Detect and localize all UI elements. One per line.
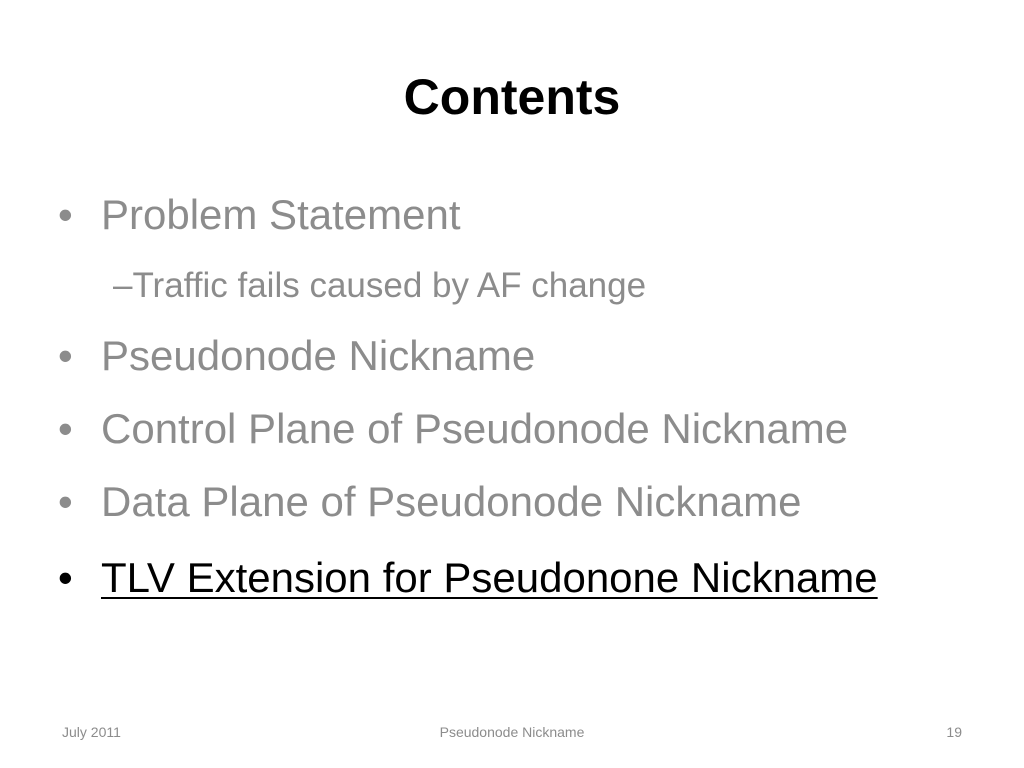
footer-date: July 2011	[62, 724, 121, 740]
slide-title: Contents	[403, 69, 621, 125]
bullet-marker: •	[58, 554, 73, 601]
bullet-marker: •	[58, 332, 73, 379]
footer-title: Pseudonode Nickname	[439, 724, 585, 740]
bullet-marker: •	[58, 405, 73, 452]
bullet-marker: •	[58, 191, 73, 238]
sub-bullet-text: Traffic fails caused by AF change	[132, 266, 647, 305]
sub-bullet-marker: –	[113, 266, 133, 305]
bullet-text: Pseudonode Nickname	[101, 332, 536, 379]
bullet-text: Control Plane of Pseudonode Nickname	[101, 405, 849, 452]
footer-page-number: 19	[946, 724, 962, 740]
bullet-text: TLV Extension for Pseudonone Nickname	[101, 554, 878, 601]
bullet-marker: •	[58, 478, 73, 525]
sub-bullet-traffic-fails	[113, 264, 646, 308]
bullet-data-plane	[58, 476, 801, 528]
bullet-pseudonode-nickname	[58, 330, 535, 382]
bullet-problem-statement	[58, 189, 461, 241]
bullet-text: Data Plane of Pseudonode Nickname	[101, 478, 802, 525]
bullet-tlv-extension	[58, 552, 878, 604]
bullet-control-plane	[58, 403, 848, 455]
bullet-text: Problem Statement	[101, 191, 461, 238]
